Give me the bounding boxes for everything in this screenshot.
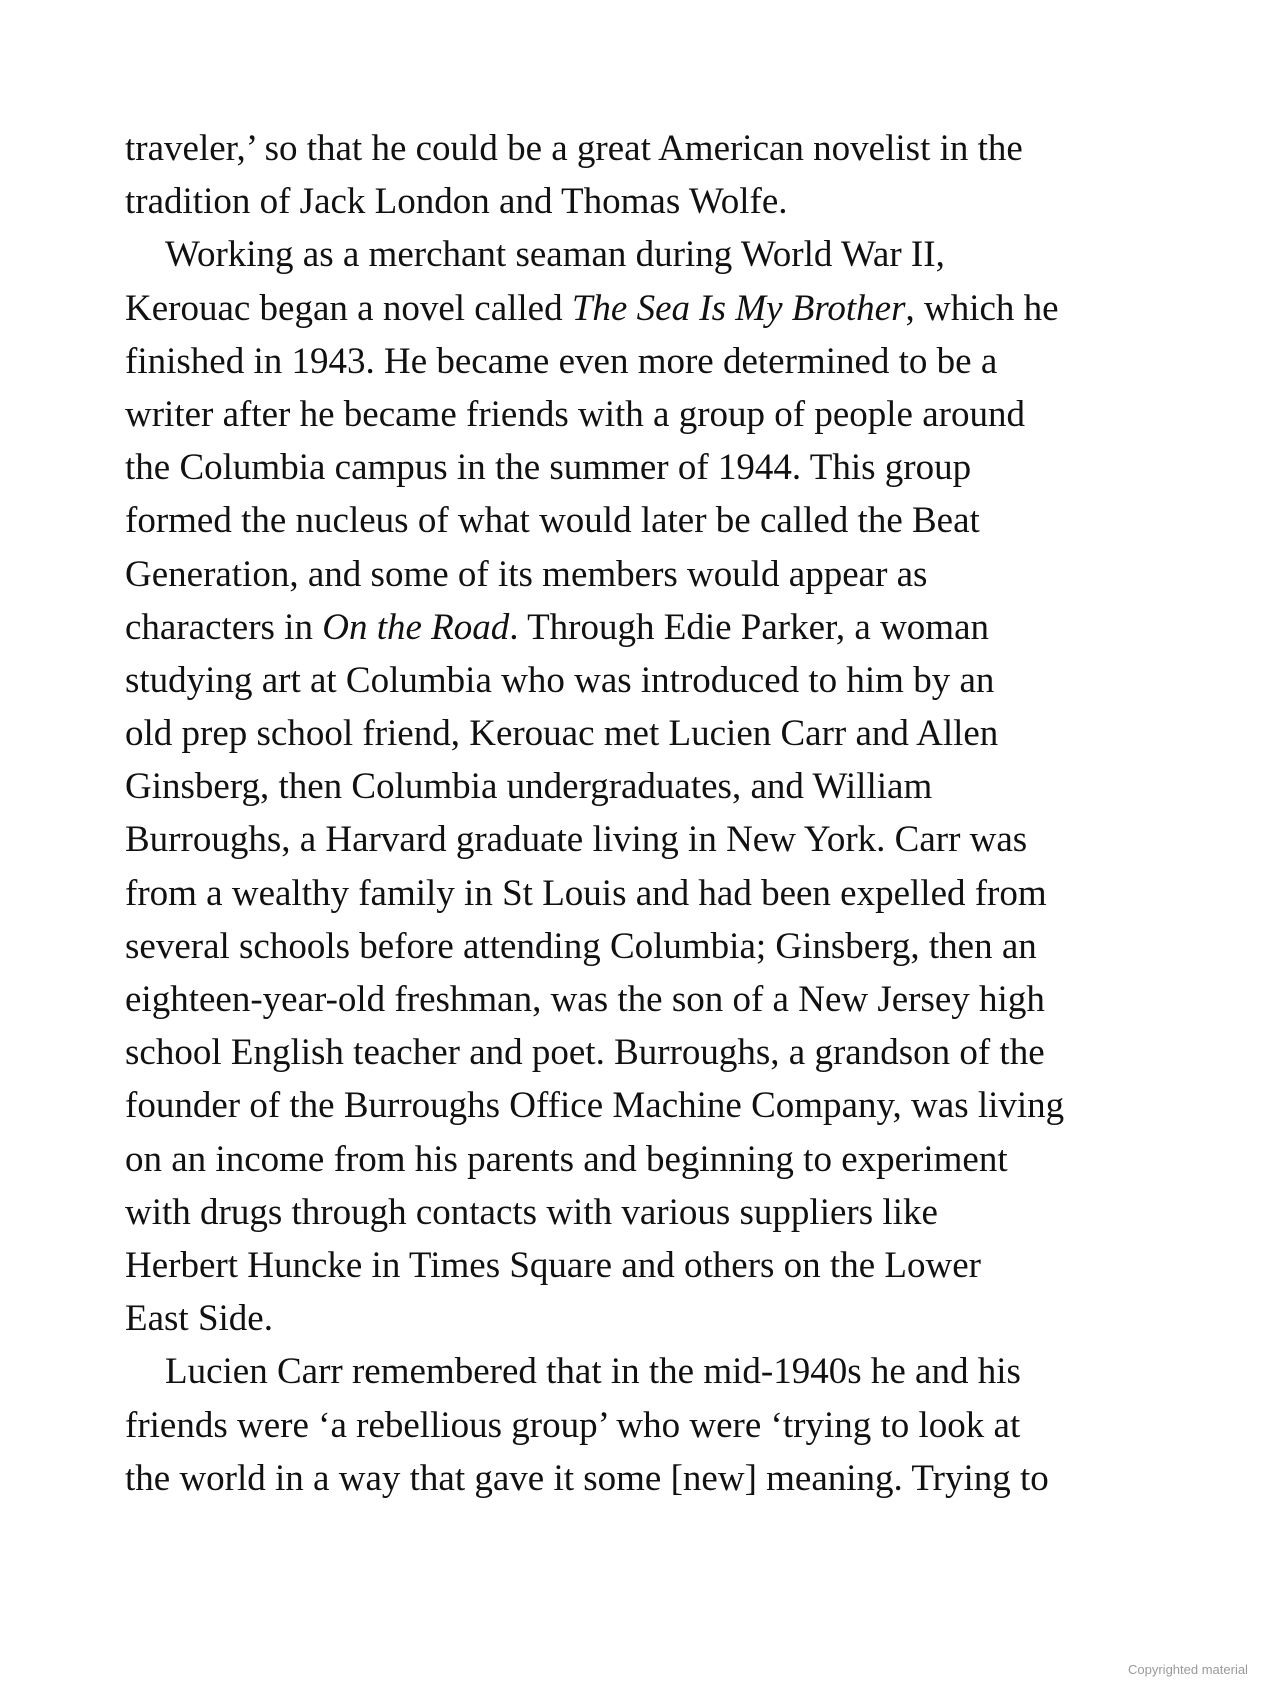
text-segment: studying art at Columbia who was introduced to him by an: [125, 659, 995, 701]
text-line: [125, 1186, 1145, 1239]
italic-title: On the Road: [322, 606, 510, 648]
text-segment: formed the nucleus of what would later be called the Beat: [125, 500, 980, 542]
text-line: [125, 228, 1145, 281]
text-segment: finished in 1943. He became even more determined to be a: [125, 340, 998, 382]
text-line: [125, 1345, 1145, 1398]
text-line: [125, 1133, 1145, 1186]
text-line: [125, 548, 1145, 601]
text-segment: characters in: [125, 606, 323, 648]
text-segment: the Columbia campus in the summer of 1944. This group: [125, 447, 972, 489]
text-segment: old prep school friend, Kerouac met Lucien Carr and Allen: [125, 713, 999, 755]
text-line: [125, 388, 1145, 441]
text-line: [125, 122, 1145, 175]
text-segment: . Through Edie Parker, a woman: [509, 606, 989, 648]
text-segment: friends were ‘a rebellious group’ who were ‘trying to look at: [125, 1404, 1021, 1446]
text-segment: Kerouac began a novel called: [125, 287, 572, 329]
text-line: [125, 335, 1145, 388]
text-segment: Burroughs, a Harvard graduate living in New York. Carr was: [125, 819, 1028, 861]
italic-title: The Sea Is My Brother: [571, 287, 906, 329]
text-line: [125, 920, 1145, 973]
text-line: [125, 1399, 1145, 1452]
text-segment: the world in a way that gave it some [new] meaning. Trying to: [125, 1457, 1049, 1499]
text-segment: East Side.: [125, 1298, 273, 1340]
text-line: [125, 813, 1145, 866]
text-segment: Working as a merchant seaman during World War II,: [165, 234, 945, 276]
text-line: [125, 760, 1145, 813]
text-segment: Herbert Huncke in Times Square and others on the Lower: [125, 1244, 981, 1286]
text-line: [125, 973, 1145, 1026]
text-segment: , which he: [905, 287, 1059, 329]
text-segment: from a wealthy family in St Louis and had been expelled from: [125, 872, 1047, 914]
text-segment: writer after he became friends with a group of people around: [125, 393, 1025, 435]
copyright-notice: Copyrighted material: [1128, 1662, 1248, 1677]
text-segment: founder of the Burroughs Office Machine Company, was living: [125, 1085, 1065, 1127]
text-line: [125, 441, 1145, 494]
text-line: [125, 1292, 1145, 1345]
text-segment: Ginsberg, then Columbia undergraduates, and William: [125, 766, 933, 808]
text-line: [125, 1079, 1145, 1132]
text-line: [125, 1026, 1145, 1079]
text-line: [125, 707, 1145, 760]
text-segment: tradition of Jack London and Thomas Wolfe.: [125, 181, 788, 223]
text-segment: with drugs through contacts with various suppliers like: [125, 1191, 938, 1233]
text-line: [125, 601, 1145, 654]
text-segment: school English teacher and poet. Burroughs, a grandson of the: [125, 1032, 1045, 1074]
text-segment: traveler,’ so that he could be a great American novelist in the: [125, 128, 1023, 169]
text-line: [125, 867, 1145, 920]
text-line: [125, 494, 1145, 547]
text-line: [125, 1452, 1145, 1505]
text-segment: eighteen-year-old freshman, was the son of a New Jersey high: [125, 979, 1045, 1020]
text-segment: Lucien Carr remembered that in the mid-1940s he and his: [165, 1351, 1021, 1393]
page-body-text: [125, 122, 1145, 1505]
text-segment: on an income from his parents and beginning to experiment: [125, 1138, 1008, 1180]
text-line: [125, 175, 1145, 228]
text-segment: Generation, and some of its members would appear as: [125, 553, 928, 595]
text-line: [125, 282, 1145, 335]
text-line: [125, 654, 1145, 707]
text-segment: several schools before attending Columbia; Ginsberg, then an: [125, 925, 1037, 967]
text-line: [125, 1239, 1145, 1292]
